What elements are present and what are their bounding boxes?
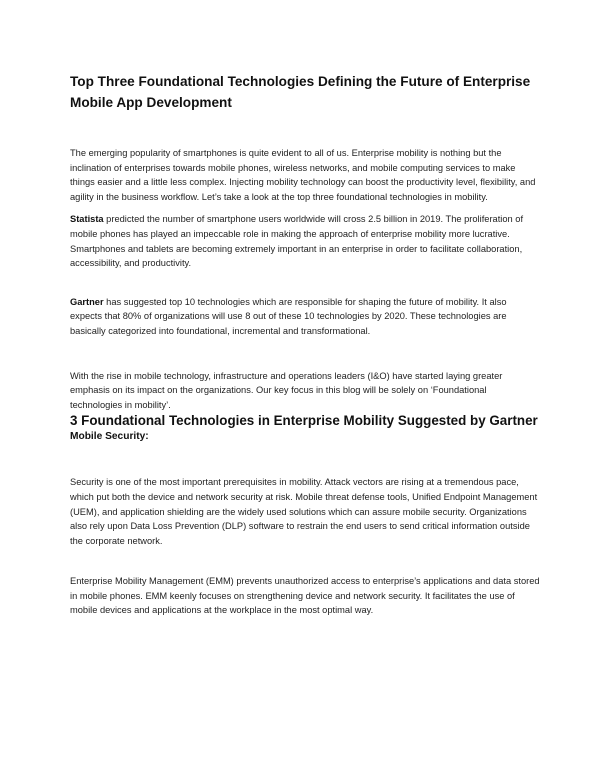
statista-bold-text: Statista [70,214,104,225]
gartner-bold-text: Gartner [70,296,104,307]
gartner-paragraph-text: has suggested top 10 technologies which are responsible for shaping the future of mobility. It also expects that 80% of organizations will use 8 out of these 10 technologies by 2020. These technologies are basically categorized into foundational, incremental and transformational. [70,296,507,336]
mobile-security-heading: Mobile Security: [70,431,149,443]
document-body [70,71,540,618]
rise-paragraph: With the rise in mobile technology, infrastructure and operations leaders (I&O) have started laying greater emphasis on its impact on the organizations. Our key focus in this blog will be solely on ‘Foundational technologies in mobility’. [70,370,503,410]
document-title: Top Three Foundational Technologies Defining the Future of Enterprise Mobile App Development [70,74,531,110]
security-paragraph: Security is one of the most important prerequisites in mobility. Attack vectors are rising at a tremendous pace, which put both the device and network security at risk. Mobile threat defense tools, Unified Endpoint Management (UEM), and application shielding are the widely used solutions which can assure mobile security. Organizations also rely upon Data Loss Prevention (DLP) software to restrain the end users to send critical information outside the corporate network. [70,477,538,546]
statista-paragraph [70,212,540,270]
gartner-paragraph [70,295,540,339]
intro-paragraph: The emerging popularity of smartphones is quite evident to all of us. Enterprise mobility is nothing but the inclination of enterprises towards mobile phones, wireless networks, and mobile computing services to make things easier and a little less complex. Injecting mobility technology can boost the productivity level, flexibility, and agility in the business workflow. Let’s take a look at the top three foundational technologies in mobility. [70,148,536,202]
statista-paragraph-text: predicted the number of smartphone users worldwide will cross 2.5 billion in 2019. The proliferation of mobile phones has played an impeccable role in making the approach of enterprise mobility more lucrative. Smartphones and tablets are becoming extremely important in an enterprise in order to facilitate collaboration, accessibility, and productivity. [70,214,524,269]
emm-paragraph: Enterprise Mobility Management (EMM) prevents unauthorized access to enterprise’s applications and data stored in mobile phones. EMM keenly focuses on strengthening device and network security. It facilitates the use of mobile devices and applications at the workplace in the most optimal way. [70,576,540,616]
section-heading: 3 Foundational Technologies in Enterprise Mobility Suggested by Gartner [70,413,538,429]
